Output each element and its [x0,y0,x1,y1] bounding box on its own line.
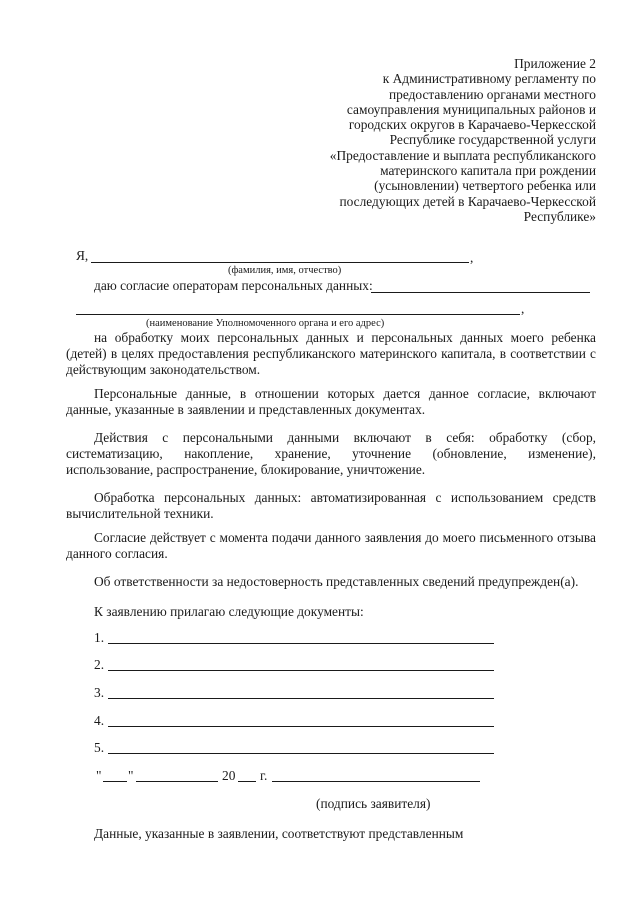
date-quote-open: " [96,768,102,783]
organ-field[interactable] [76,314,520,315]
day-field[interactable] [103,781,127,782]
personal-data-paragraph: Персональные данные, в отношении которых дается данное согласие, включают данные, указанные в заявлении и представленных документах. [66,386,596,417]
document-field[interactable] [108,670,494,671]
header-line: Республике государственной услуги [389,132,596,148]
actions-paragraph: Действия с персональными данными включают в себя: обработку (сбор, систематизацию, накопление, хранение, уточнение (обновление, изменение), использование, распространение, блокирование, уничтожение. [66,430,596,477]
fio-caption: (фамилия, имя, отчество) [228,265,342,276]
organ-caption: (наименование Уполномоченного органа и его адрес) [146,318,385,329]
header-line: (усыновлении) четвертого ребенка или [374,178,596,194]
date-quote-close: " [128,768,134,783]
header-line: Приложение 2 [514,56,596,71]
operators-label: даю согласие операторам персональных данных: [94,278,373,293]
fio-field[interactable] [91,262,469,263]
comma: , [521,301,525,316]
signature-field[interactable] [272,781,480,782]
header-line: самоуправления муниципальных районов и [346,101,596,117]
header-line: материнского капитала при рождении [380,163,596,179]
validity-paragraph: Согласие действует с момента подачи данного заявления до моего письменного отзыва данного согласия. [66,530,596,561]
document-field[interactable] [108,698,494,699]
processing-paragraph: на обработку моих персональных данных и персональных данных моего ребенка (детей) в целях предоставления республиканского материнского капитала, в соответствии с действующим законодательством. [66,330,596,377]
header-line: предоставлению органами местного [388,86,596,102]
attachments-title: К заявлению прилагаю следующие документы: [94,604,364,619]
document-number: 4. [94,713,105,728]
operator-field[interactable] [371,292,590,293]
header-line: последующих детей в Карачаево-Черкесской [339,193,596,209]
automation-paragraph: Обработка персональных данных: автоматизированная с использованием средств вычислительной техники. [66,490,596,521]
year-prefix: 20 [222,768,236,783]
document-number: 1. [94,630,105,645]
responsibility-text: Об ответственности за недостоверность представленных сведений предупрежден(а). [94,574,579,589]
month-field[interactable] [136,781,218,782]
year-field[interactable] [238,781,256,782]
signature-caption: (подпись заявителя) [316,796,431,811]
document-field[interactable] [108,643,494,644]
header-line: «Предоставление и выплата республиканского [329,147,596,163]
verification-text: Данные, указанные в заявлении, соответствуют представленным [94,826,464,841]
header-line: городских округов в Карачаево-Черкесской [348,117,596,133]
appendix-header [296,56,596,224]
document-number: 2. [94,657,105,672]
ya-label: Я, [76,248,89,263]
header-line: Республике» [523,208,596,224]
comma: , [470,250,474,265]
header-line: к Административному регламенту по [382,71,596,87]
document-number: 3. [94,685,105,700]
year-suffix: г. [260,768,268,783]
document-field[interactable] [108,726,494,727]
document-field[interactable] [108,753,494,754]
document-number: 5. [94,740,105,755]
